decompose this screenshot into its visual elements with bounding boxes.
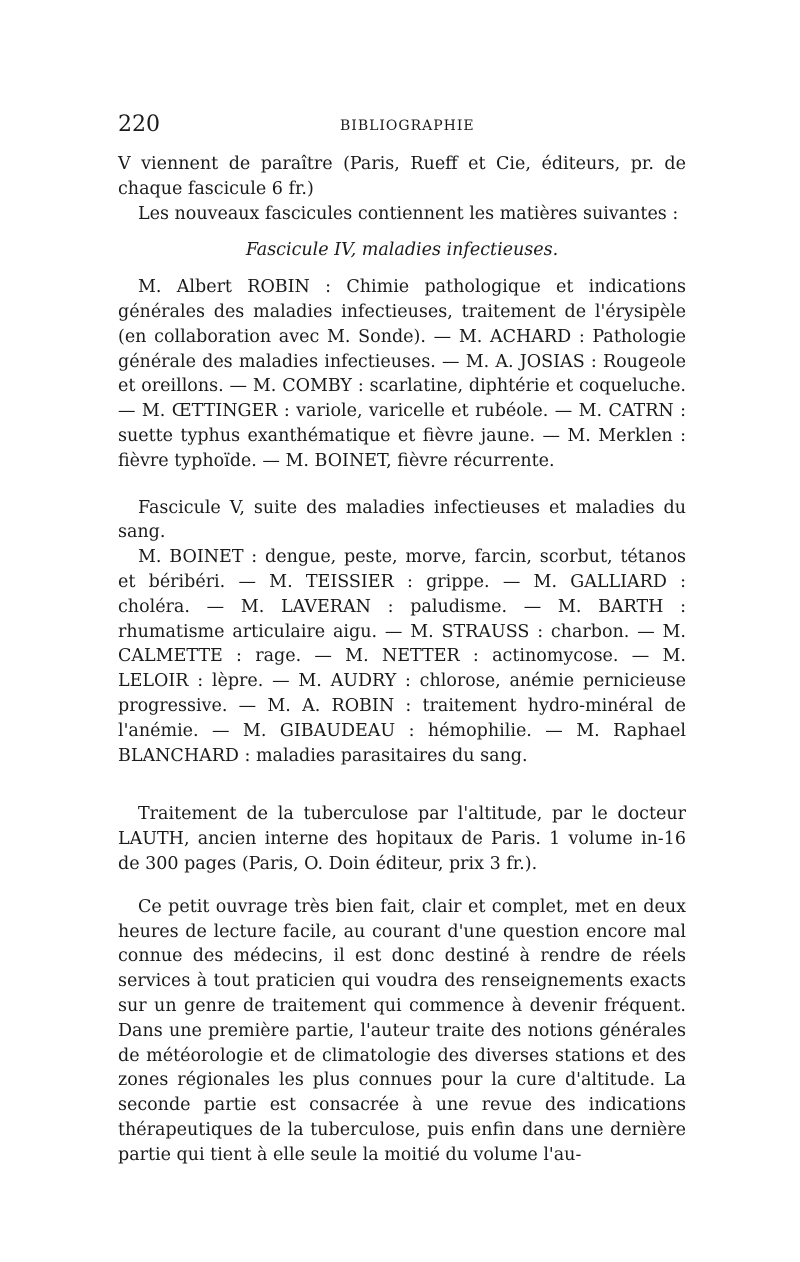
paragraph: Ce petit ouvrage très bien fait, clair et complet, met en deux heures de lecture facile, au courant d'une question encore mal connue des médecins, il est donc destiné à rendre de réels services à tout praticien qui voudra des renseignements exacts sur un genre de traitement qui commence à devenir fréquent. Dans une première partie, l'auteur traite des notions générales de météorologie et de climatologie des diverses stations et des zones régionales les plus connues pour la cure d'altitude. La seconde partie est consacrée à une revue des indications thérapeutiques de la tuberculose, puis enfin dans une dernière partie qui tient à elle seule la moitié du volume l'au- — [118, 896, 686, 1165]
paragraph: M. Albert ROBIN : Chimie pathologique et indications générales des maladies infectieuses, traitement de l'érysipèle (en collaboration avec M. Sonde). — M. ACHARD : Pathologie générale des maladies infectieuses. — M. A. JOSIAS : Rougeole et oreillons. — M. COMBY : scarlatine, diphtérie et coqueluche. — M. ŒTTINGER : variole, varicelle et rubéole. — M. CATRN : suette typhus exanthématique et fièvre jaune. — M. Merklen : fièvre typhoïde. — M. BOINET, fièvre récurrente. — [118, 277, 686, 471]
paragraph: M. BOINET : dengue, peste, morve, farcin, scorbut, tétanos et béribéri. — M. TEISSIER : grippe. — M. GALLIARD : choléra. — M. LAVERAN : paludisme. — M. BARTH : rhumatisme articulaire aigu. — M. STRAUSS : charbon. — M. CALMETTE : rage. — M. NETTER : actinomycose. — M. LELOIR : lèpre. — M. AUDRY : chlorose, anémie pernicieuse progressive. — M. A. ROBIN : traitement hydro-minéral de l'anémie. — M. GIBAUDEAU : hémophilie. — M. Raphael BLANCHARD : maladies parasitaires du sang. — [118, 547, 686, 766]
page-header — [118, 112, 688, 142]
section-heading: Fascicule IV, maladies infectieuses. — [245, 240, 559, 261]
page-body — [118, 152, 686, 1167]
paragraph: V viennent de paraître (Paris, Rueff et Cie, éditeurs, pr. de chaque fascicule 6 fr.) — [118, 154, 686, 199]
section-heading: Fascicule V, suite des maladies infectieuses et maladies du sang. — [118, 497, 686, 543]
page-number: 220 — [118, 112, 160, 137]
book-citation: Traitement de la tuberculose par l'altitude, par le docteur LAUTH, ancien interne des hopitaux de Paris. 1 volume in-16 de 300 pages (Paris, O. Doin éditeur, prix 3 fr.). — [118, 804, 686, 874]
running-title: BIBLIOGRAPHIE — [340, 118, 475, 134]
paragraph: Les nouveaux fascicules contiennent les matières suivantes : — [138, 203, 679, 224]
